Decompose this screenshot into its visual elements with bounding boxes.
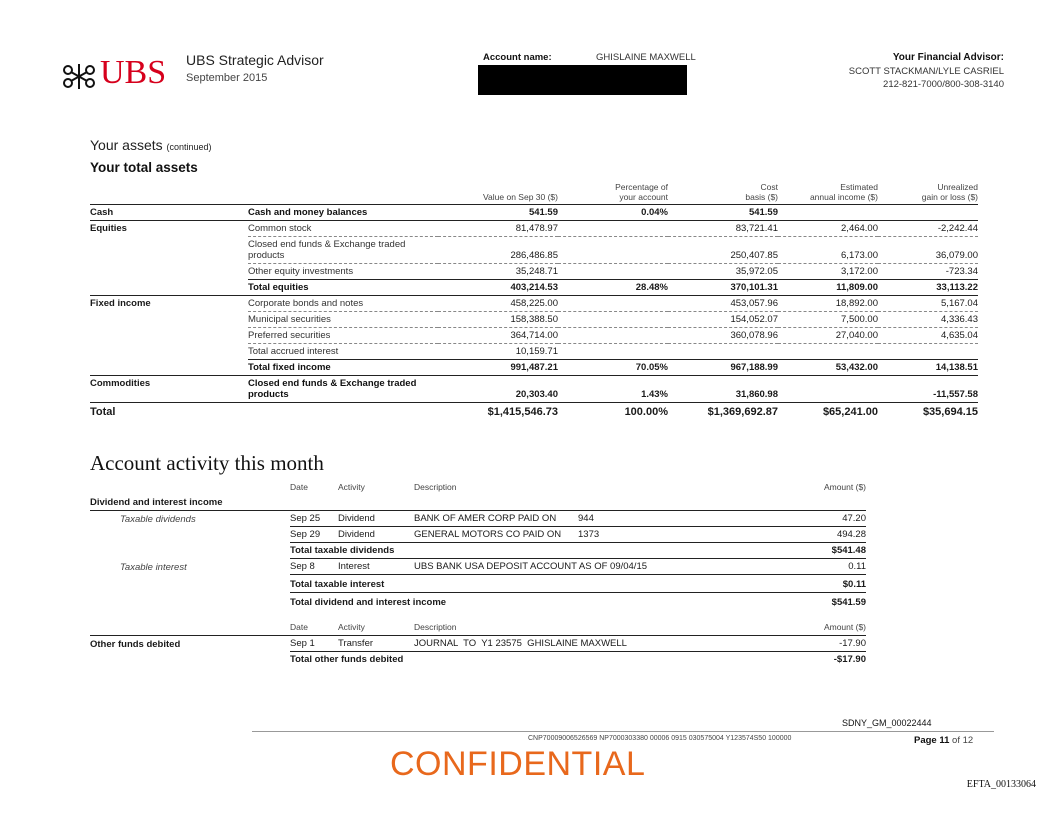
- account-name-label: Account name:: [483, 52, 552, 63]
- table-row: Total other funds debited -$17.90: [290, 654, 866, 665]
- ubs-keys-logo-icon: [60, 62, 98, 90]
- col-cost-basis: Cost basis ($): [745, 182, 778, 202]
- ubs-logo: UBS: [100, 54, 167, 91]
- total-assets-table: [90, 182, 978, 420]
- col-estimated-income: Estimated annual income ($): [809, 182, 878, 202]
- table-row: Municipal securities 158,388.50 154,052.07 7,500.00 4,336.43: [90, 312, 978, 328]
- page-indicator: Page 11 of 12: [914, 735, 974, 746]
- total-assets-title: Your total assets: [90, 160, 198, 175]
- financial-advisor-phone: 212-821-7000/800-308-3140: [883, 79, 1004, 90]
- financial-advisor-label: Your Financial Advisor:: [892, 52, 1004, 63]
- col-description: Description: [414, 482, 457, 492]
- table-row: Taxable dividends Sep 25 Dividend BANK OF AMER CORP PAID ON 944 47.20: [90, 511, 866, 527]
- footer-divider: [252, 731, 994, 732]
- col-value: Value on Sep 30 ($): [483, 192, 558, 202]
- spacer-row: [90, 610, 866, 620]
- table-row: Taxable interest Sep 8 Interest UBS BANK USA DEPOSIT ACCOUNT AS OF 09/04/15 0.11: [90, 559, 866, 575]
- activity-header-row-2: Date Activity Description Amount ($): [90, 620, 866, 636]
- table-row: Equities Common stock 81,478.97 83,721.41 2,464.00 -2,242.44: [90, 221, 978, 237]
- table-row: Total taxable interest $0.11: [90, 575, 866, 593]
- col-date: Date: [290, 482, 308, 492]
- account-activity-title: Account activity this month: [90, 451, 324, 475]
- table-row: Commodities Closed end funds & Exchange traded products 20,303.40 1.43% 31,860.98 -11,557.58: [90, 376, 978, 403]
- table-row: Dividend and interest income: [90, 495, 866, 511]
- table-row-total: Total $1,415,546.73 100.00% $1,369,692.87 $65,241.00 $35,694.15: [90, 406, 978, 418]
- table-row: Total equities 403,214.53 28.48% 370,101.31 11,809.00 33,113.22: [90, 280, 978, 296]
- assets-header-row: [90, 182, 978, 205]
- table-row: Total fixed income 991,487.21 70.05% 967,188.99 53,432.00 14,138.51: [90, 360, 978, 376]
- table-row: Total dividend and interest income $541.59: [290, 597, 866, 608]
- efta-number: EFTA_00133064: [966, 779, 1036, 790]
- account-name-value: GHISLAINE MAXWELL: [596, 52, 696, 63]
- document-reference-code: CNP70009006526569 NP7000303380 00006 0915 030575004 Y123574S50 100000: [528, 735, 792, 742]
- statement-period: September 2015: [186, 72, 268, 84]
- col-amount: Amount ($): [823, 482, 866, 492]
- account-activity-table: [90, 480, 866, 667]
- activity-header-row: [90, 480, 866, 495]
- table-row: Closed end funds & Exchange traded products 286,486.85 250,407.85 6,173.00 36,079.00: [90, 237, 978, 264]
- col-unrealized-gain: Unrealized gain or loss ($): [921, 182, 978, 202]
- bates-number: SDNY_GM_00022444: [842, 718, 932, 728]
- col-percentage: Percentage of your account: [615, 182, 668, 202]
- redaction-block: [478, 65, 687, 95]
- table-row: Other equity investments 35,248.71 35,972.05 3,172.00 -723.34: [90, 264, 978, 280]
- table-row: Fixed income Corporate bonds and notes 458,225.00 453,057.96 18,892.00 5,167.04: [90, 296, 978, 312]
- table-row: Total accrued interest 10,159.71: [90, 344, 978, 360]
- table-row: Preferred securities 364,714.00 360,078.96 27,040.00 4,635.04: [90, 328, 978, 344]
- assets-section-title: Your assets (continued): [90, 137, 212, 153]
- statement-title: UBS Strategic Advisor: [186, 52, 324, 68]
- financial-advisor-names: SCOTT STACKMAN/LYLE CASRIEL: [848, 66, 1004, 77]
- table-row: Other funds debited Sep 1 Transfer JOURNAL TO Y1 23575 GHISLAINE MAXWELL -17.90: [90, 636, 866, 652]
- table-row: Cash Cash and money balances 541.59 0.04% 541.59: [90, 205, 978, 221]
- confidential-stamp: CONFIDENTIAL: [390, 745, 646, 783]
- table-row: Sep 29 Dividend GENERAL MOTORS CO PAID ON 1373 494.28: [90, 527, 866, 543]
- col-activity: Activity: [338, 482, 365, 492]
- table-row: Total taxable dividends $541.48: [90, 543, 866, 559]
